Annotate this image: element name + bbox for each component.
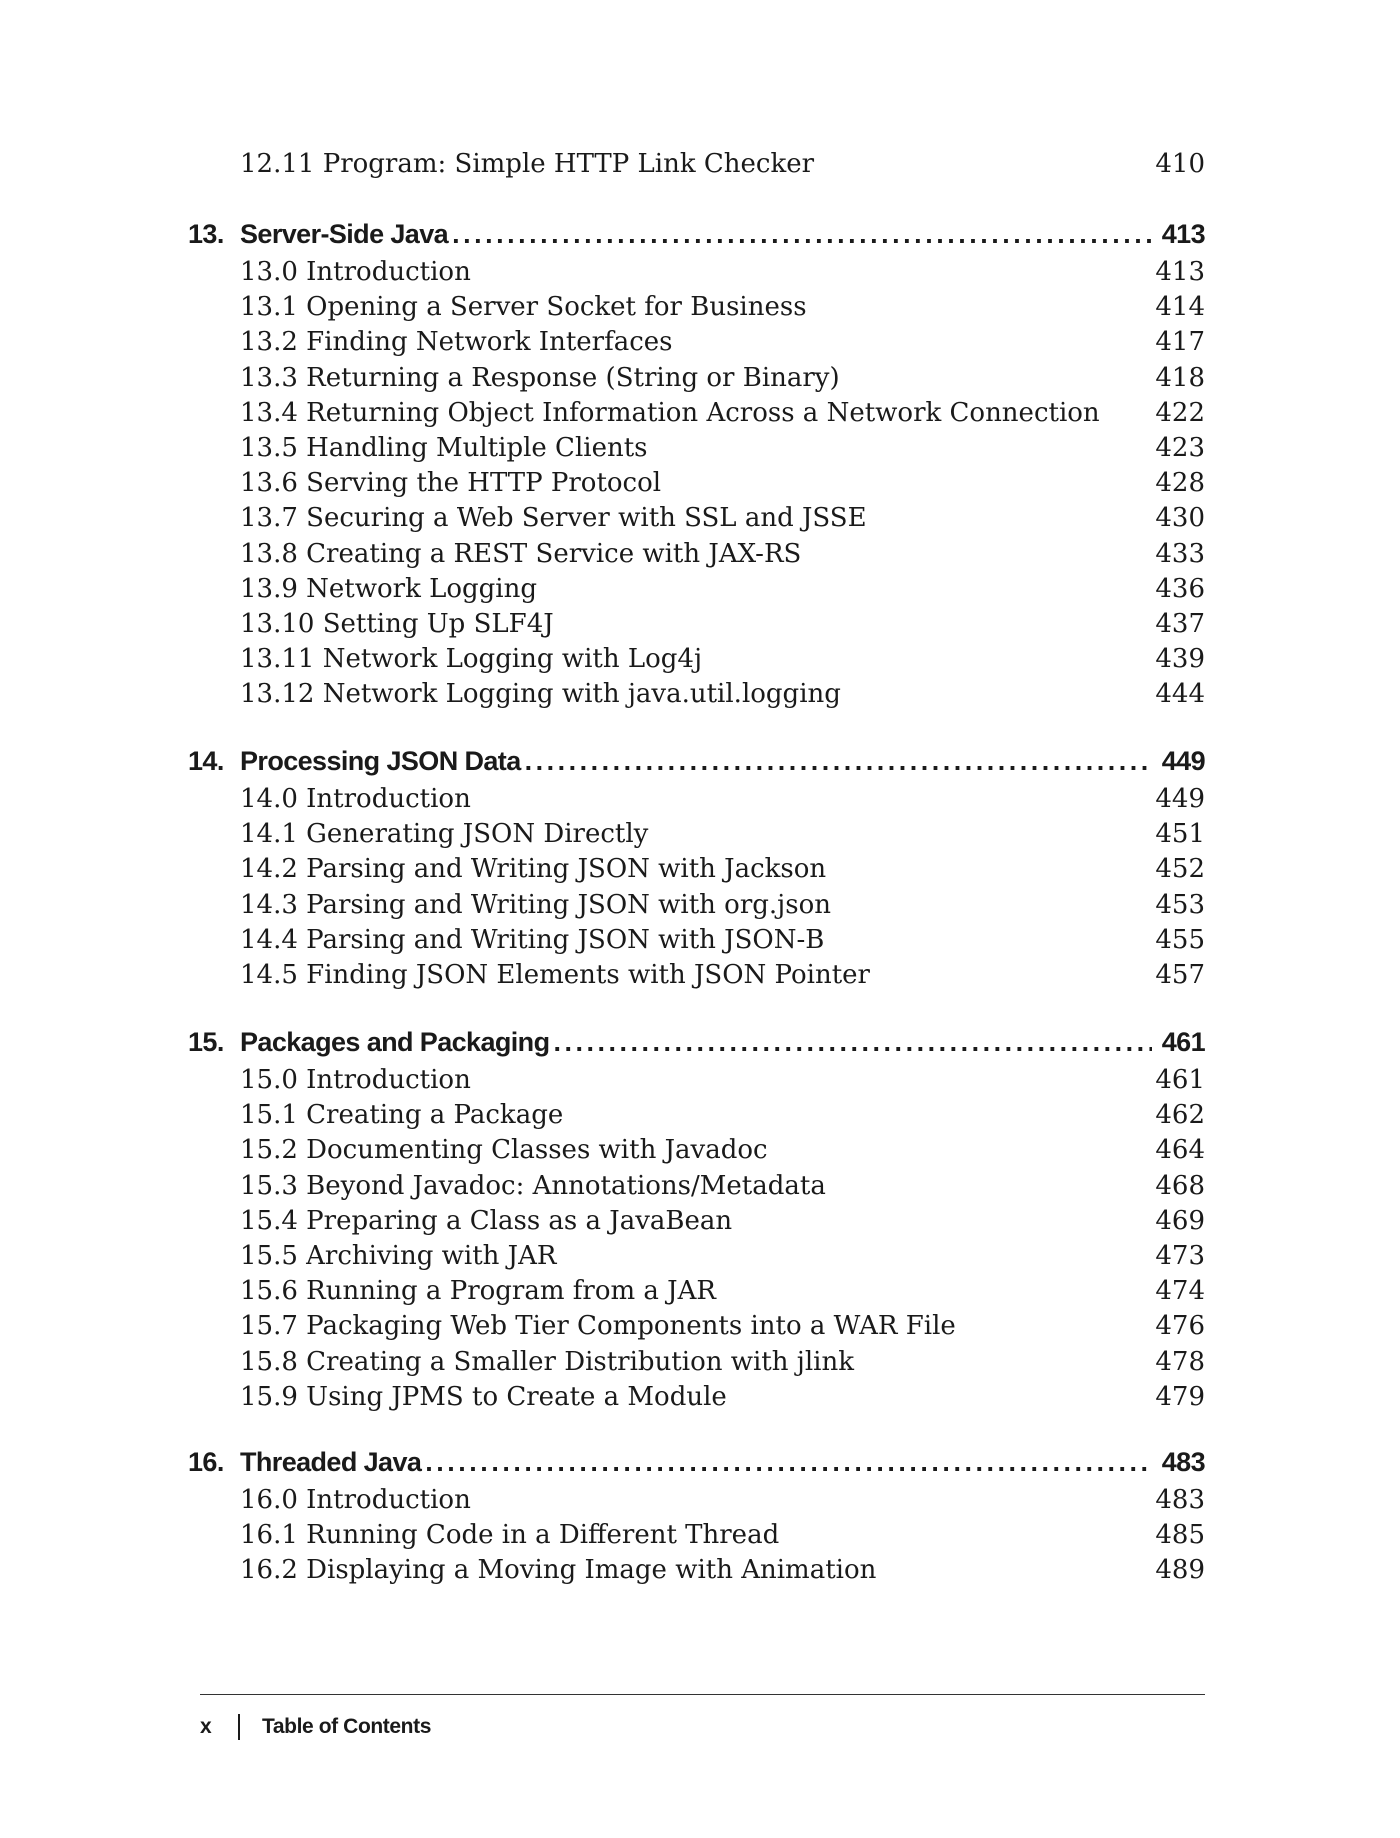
toc-section-entry: [240, 958, 1205, 993]
toc-section-entry: [240, 1204, 1205, 1239]
toc-section-entry: [240, 1274, 1205, 1309]
toc-section-entry: [240, 607, 1205, 642]
section-title: 13.12 Network Logging with java.util.logging: [240, 679, 841, 710]
chapter-heading: [188, 1023, 1205, 1061]
section-title: 13.10 Setting Up SLF4J: [240, 609, 554, 639]
toc-section-entry: [240, 1133, 1205, 1168]
page-folio: x: [200, 1715, 212, 1738]
toc-section-entry: [240, 852, 1205, 887]
section-page: 457: [1155, 960, 1205, 990]
toc-section-entry: [240, 677, 1205, 712]
section-title: 13.11 Network Logging with Log4j: [240, 644, 703, 675]
toc-section-entry: [240, 431, 1205, 466]
chapter-title: Processing JSON Data: [240, 746, 521, 776]
chapter-page: 483: [1161, 1447, 1205, 1477]
section-title: 13.9 Network Logging: [240, 573, 538, 604]
section-page: 452: [1155, 854, 1205, 885]
toc-section-entry: [240, 255, 1205, 290]
chapter-heading: [188, 215, 1205, 253]
section-page: 418: [1155, 362, 1205, 393]
section-page: 430: [1155, 503, 1205, 534]
toc-section-entry: [240, 361, 1205, 396]
section-page: 437: [1155, 609, 1205, 639]
toc-section-entry: [240, 782, 1205, 817]
chapter-heading: [188, 1443, 1205, 1481]
section-title: 15.7 Packaging Web Tier Components into a WAR File: [240, 1311, 956, 1342]
chapter-page: 449: [1161, 746, 1205, 776]
toc-section-entry: [240, 290, 1205, 325]
section-page: 428: [1155, 468, 1205, 499]
section-page: 449: [1155, 784, 1205, 814]
section-page: 483: [1155, 1485, 1205, 1515]
page-footer: [200, 1710, 431, 1744]
section-page: 485: [1155, 1520, 1205, 1551]
section-title: 15.5 Archiving with JAR: [240, 1241, 557, 1271]
section-page: 464: [1155, 1135, 1205, 1166]
chapter-heading: [188, 742, 1205, 780]
section-title: 16.2 Displaying a Moving Image with Animation: [240, 1555, 877, 1586]
section-title: 15.2 Documenting Classes with Javadoc: [240, 1135, 768, 1166]
section-page: 468: [1155, 1170, 1205, 1201]
chapter-page: 461: [1161, 1027, 1205, 1057]
section-title: 13.0 Introduction: [240, 257, 471, 287]
section-title: 13.8 Creating a REST Service with JAX-RS: [240, 538, 802, 569]
section-page: 474: [1155, 1276, 1205, 1307]
section-page: 444: [1155, 679, 1205, 710]
section-page: 478: [1155, 1346, 1205, 1377]
toc-section-entry: [240, 466, 1205, 501]
section-title: 16.0 Introduction: [240, 1485, 471, 1515]
section-title: 13.7 Securing a Web Server with SSL and JSSE: [240, 503, 867, 534]
section-title: 15.8 Creating a Smaller Distribution with jlink: [240, 1346, 854, 1377]
section-page: 417: [1155, 327, 1205, 358]
section-page: 473: [1155, 1241, 1205, 1271]
section-page: 476: [1155, 1311, 1205, 1342]
section-title: 14.0 Introduction: [240, 784, 471, 814]
toc-section-entry: [240, 396, 1205, 431]
section-title: 15.1 Creating a Package: [240, 1100, 564, 1131]
toc-section-entry: [240, 1098, 1205, 1133]
toc-section-entry: [240, 1239, 1205, 1274]
section-page: 433: [1155, 538, 1205, 569]
dot-leader: [425, 1443, 1151, 1481]
dot-leader: [553, 1023, 1151, 1061]
toc-section-entry: [240, 1063, 1205, 1098]
chapter-title: Packages and Packaging: [240, 1027, 550, 1057]
chapter-number: 14.: [188, 746, 224, 776]
section-page: 422: [1155, 397, 1205, 428]
toc-section-entry: [240, 572, 1205, 607]
toc-section-entry: [240, 325, 1205, 360]
toc-lead-entry: [240, 147, 1205, 182]
section-page: 439: [1155, 644, 1205, 675]
toc-section-entry: [240, 1380, 1205, 1415]
section-title: 15.9 Using JPMS to Create a Module: [240, 1381, 727, 1412]
toc-section-entry: [240, 1345, 1205, 1380]
chapter-page: 413: [1161, 219, 1205, 249]
toc-section-entry: [240, 888, 1205, 923]
section-title: 13.1 Opening a Server Socket for Business: [240, 292, 807, 323]
toc-section-entry: [240, 1169, 1205, 1204]
section-title: 13.4 Returning Object Information Across a Network Connection: [240, 397, 1100, 428]
section-page: 451: [1155, 819, 1205, 850]
section-page: 436: [1155, 573, 1205, 604]
section-page: 479: [1155, 1381, 1205, 1412]
running-title: Table of Contents: [262, 1715, 431, 1738]
section-title: 15.0 Introduction: [240, 1065, 471, 1095]
chapter-title: Server-Side Java: [240, 219, 449, 249]
section-title: 13.2 Finding Network Interfaces: [240, 327, 673, 358]
section-title: 13.6 Serving the HTTP Protocol: [240, 468, 662, 499]
toc-section-entry: [240, 817, 1205, 852]
section-page: 455: [1155, 924, 1205, 955]
section-title: 14.5 Finding JSON Elements with JSON Pointer: [240, 960, 870, 990]
section-page: 423: [1155, 433, 1205, 463]
section-page: 410: [1155, 149, 1205, 179]
chapter-title: Threaded Java: [240, 1447, 422, 1477]
section-title: 14.2 Parsing and Writing JSON with Jackson: [240, 854, 827, 885]
toc-section-entry: [240, 537, 1205, 572]
section-page: 414: [1155, 292, 1205, 323]
section-title: 13.3 Returning a Response (String or Binary): [240, 362, 840, 393]
chapter-number: 16.: [188, 1447, 224, 1477]
section-title: 16.1 Running Code in a Different Thread: [240, 1520, 780, 1551]
section-page: 489: [1155, 1555, 1205, 1586]
section-page: 462: [1155, 1100, 1205, 1131]
chapter-number: 13.: [188, 219, 224, 249]
toc-section-entry: [240, 1553, 1205, 1588]
toc-section-entry: [240, 1483, 1205, 1518]
dot-leader: [452, 215, 1152, 253]
toc-section-entry: [240, 1518, 1205, 1553]
chapter-number: 15.: [188, 1027, 224, 1057]
toc-section-entry: [240, 923, 1205, 958]
footer-separator: [238, 1714, 240, 1740]
section-page: 461: [1155, 1065, 1205, 1095]
toc-section-entry: [240, 501, 1205, 536]
toc-section-entry: [240, 1309, 1205, 1344]
section-title: 13.5 Handling Multiple Clients: [240, 433, 648, 463]
toc-section-entry: [240, 642, 1205, 677]
section-title: 15.4 Preparing a Class as a JavaBean: [240, 1205, 733, 1236]
section-title: 14.1 Generating JSON Directly: [240, 819, 649, 850]
section-page: 453: [1155, 889, 1205, 920]
section-title: 14.4 Parsing and Writing JSON with JSON-B: [240, 924, 825, 955]
section-title: 14.3 Parsing and Writing JSON with org.json: [240, 889, 831, 920]
section-title: 15.6 Running a Program from a JAR: [240, 1276, 716, 1307]
section-title: 12.11 Program: Simple HTTP Link Checker: [240, 149, 815, 179]
section-page: 469: [1155, 1205, 1205, 1236]
section-page: 413: [1155, 257, 1205, 287]
dot-leader: [525, 742, 1152, 780]
section-title: 15.3 Beyond Javadoc: Annotations/Metadata: [240, 1170, 826, 1201]
footer-rule: [200, 1694, 1205, 1695]
